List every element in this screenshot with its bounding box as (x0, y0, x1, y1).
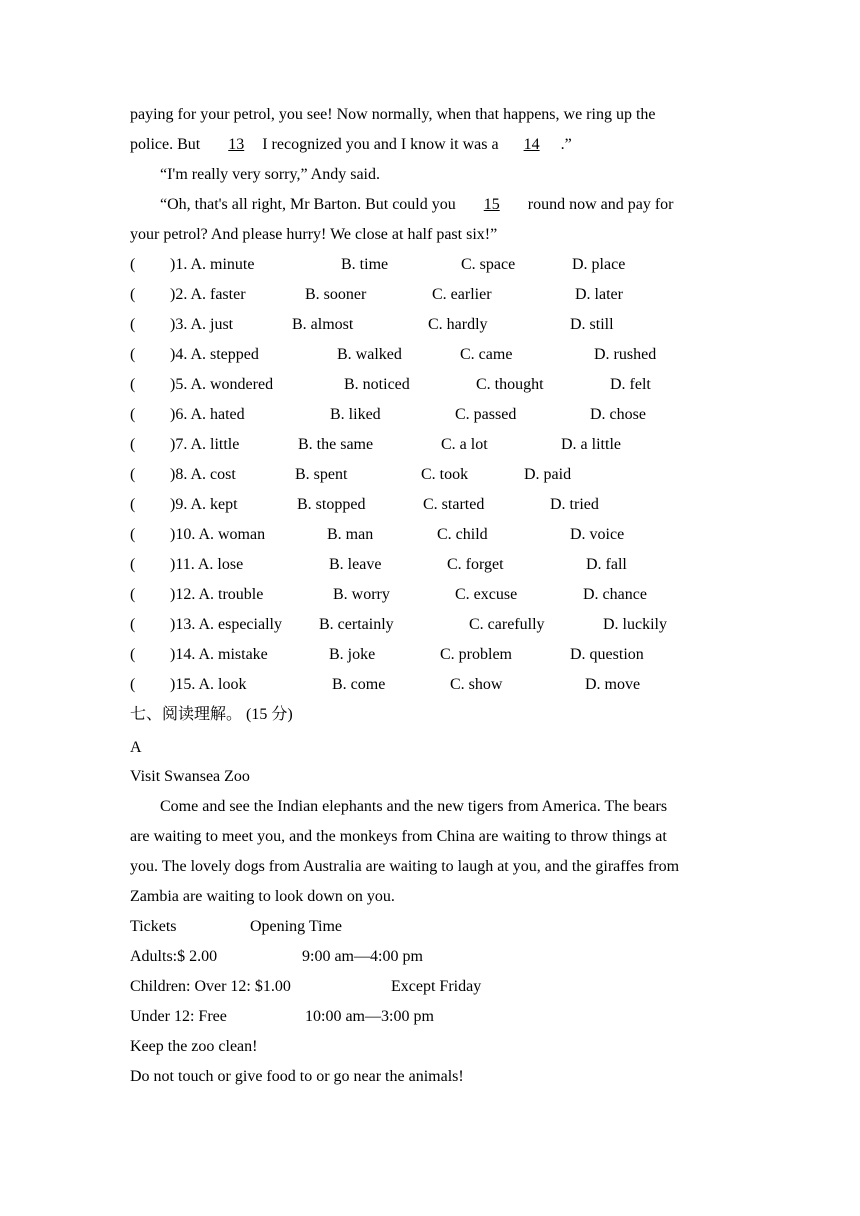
option-b: B. leave (329, 556, 382, 573)
option-a: )7. A. little (170, 436, 240, 453)
option-a: )9. A. kept (170, 496, 238, 513)
answer-paren: ( (130, 526, 136, 543)
section-heading: 七、阅读理解。 (15 分) (130, 706, 293, 723)
option-a: )5. A. wondered (170, 376, 274, 393)
option-c: C. space (461, 256, 516, 273)
option-b: B. almost (292, 316, 354, 333)
answer-paren: ( (130, 376, 136, 393)
part-label: A (130, 739, 142, 756)
blank-13: 13 (228, 136, 245, 153)
passage-line: you. The lovely dogs from Australia are waiting to laugh at you, and the giraffes from (130, 858, 680, 875)
option-d: D. chance (583, 586, 647, 603)
option-a: )1. A. minute (170, 256, 255, 273)
answer-paren: ( (130, 286, 136, 303)
option-d: D. chose (590, 406, 646, 423)
option-d: D. place (572, 256, 626, 273)
option-d: D. voice (570, 526, 625, 543)
option-b: B. spent (295, 466, 348, 483)
option-c: C. came (460, 346, 513, 363)
option-b: B. time (341, 256, 389, 273)
answer-paren: ( (130, 616, 136, 633)
option-a: )15. A. look (170, 676, 247, 693)
option-d: D. paid (524, 466, 572, 483)
question-row (130, 255, 770, 275)
option-d: D. luckily (603, 616, 667, 633)
opening-time-1: 9:00 am—4:00 pm (302, 948, 423, 965)
question-row (130, 525, 770, 545)
option-c: C. forget (447, 556, 504, 573)
question-row (130, 435, 770, 455)
answer-paren: ( (130, 436, 136, 453)
option-c: C. child (437, 526, 488, 543)
passage-text: .” (560, 136, 572, 153)
option-b: B. joke (329, 646, 376, 663)
opening-time-2: 10:00 am—3:00 pm (305, 1008, 434, 1025)
option-a: )8. A. cost (170, 466, 236, 483)
passage-line: paying for your petrol, you see! Now normally, when that happens, we ring up the (130, 106, 656, 123)
passage-text: “Oh, that's all right, Mr Barton. But could you (160, 196, 456, 213)
option-c: C. earlier (432, 286, 492, 303)
option-a: )3. A. just (170, 316, 234, 333)
answer-paren: ( (130, 556, 136, 573)
children-price: Children: Over 12: $1.00 (130, 978, 291, 995)
option-c: C. show (450, 676, 503, 693)
option-b: B. come (332, 676, 386, 693)
under-12-price: Under 12: Free (130, 1008, 227, 1025)
passage-line: Zambia are waiting to look down on you. (130, 888, 395, 905)
option-b: B. the same (298, 436, 374, 453)
option-a: )6. A. hated (170, 406, 245, 423)
passage-line (160, 195, 673, 215)
passage-line: “I'm really very sorry,” Andy said. (160, 166, 380, 183)
option-a: )2. A. faster (170, 286, 246, 303)
tickets-label: Tickets (130, 918, 177, 935)
option-b: B. certainly (319, 616, 394, 633)
option-b: B. walked (337, 346, 402, 363)
option-c: C. hardly (428, 316, 488, 333)
option-b: B. man (327, 526, 374, 543)
except-note: Except Friday (391, 978, 482, 995)
option-d: D. move (585, 676, 641, 693)
question-row (130, 315, 770, 335)
passage-line (130, 135, 572, 155)
answer-paren: ( (130, 646, 136, 663)
option-c: C. problem (440, 646, 512, 663)
option-c: C. thought (476, 376, 544, 393)
blank-14: 14 (523, 136, 540, 153)
adult-price: Adults:$ 2.00 (130, 948, 218, 965)
option-a: )10. A. woman (170, 526, 266, 543)
zoo-rule: Keep the zoo clean! (130, 1038, 258, 1055)
answer-paren: ( (130, 496, 136, 513)
passage-text: I recognized you and I know it was a (262, 136, 499, 153)
option-c: C. a lot (441, 436, 488, 453)
answer-paren: ( (130, 466, 136, 483)
question-row (130, 405, 770, 425)
option-b: B. sooner (305, 286, 367, 303)
opening-time-label: Opening Time (250, 918, 343, 935)
passage-text: police. But (130, 136, 201, 153)
question-row (130, 555, 770, 575)
option-d: D. tried (550, 496, 599, 513)
option-b: B. noticed (344, 376, 410, 393)
passage-line: your petrol? And please hurry! We close at half past six!” (130, 226, 498, 243)
option-d: D. fall (586, 556, 627, 573)
option-d: D. later (575, 286, 623, 303)
option-b: B. stopped (297, 496, 366, 513)
option-d: D. a little (561, 436, 621, 453)
question-row (130, 585, 770, 605)
option-c: C. started (423, 496, 485, 513)
option-d: D. still (570, 316, 614, 333)
option-a: )13. A. especially (170, 616, 282, 633)
option-b: B. liked (330, 406, 381, 423)
answer-paren: ( (130, 586, 136, 603)
option-d: D. rushed (594, 346, 657, 363)
passage-line: Come and see the Indian elephants and the new tigers from America. The bears (160, 798, 668, 815)
option-c: C. carefully (469, 616, 545, 633)
answer-paren: ( (130, 256, 136, 273)
question-row (130, 345, 770, 365)
question-row (130, 285, 770, 305)
option-a: )4. A. stepped (170, 346, 259, 363)
option-c: C. passed (455, 406, 517, 423)
option-d: D. felt (610, 376, 651, 393)
blank-15: 15 (483, 196, 500, 213)
answer-paren: ( (130, 346, 136, 363)
question-row (130, 645, 770, 665)
question-row (130, 375, 770, 395)
passage-title: Visit Swansea Zoo (130, 768, 250, 785)
passage-line: are waiting to meet you, and the monkeys from China are waiting to throw things at (130, 828, 667, 845)
zoo-rule: Do not touch or give food to or go near the animals! (130, 1068, 464, 1085)
answer-paren: ( (130, 316, 136, 333)
question-row (130, 495, 770, 515)
option-a: )12. A. trouble (170, 586, 264, 603)
option-c: C. excuse (455, 586, 518, 603)
passage-text: round now and pay for (527, 196, 674, 213)
question-row (130, 675, 770, 695)
option-b: B. worry (333, 586, 390, 603)
question-row (130, 615, 770, 635)
answer-paren: ( (130, 676, 136, 693)
option-d: D. question (570, 646, 644, 663)
question-row (130, 465, 770, 485)
answer-paren: ( (130, 406, 136, 423)
option-a: )14. A. mistake (170, 646, 268, 663)
option-c: C. took (421, 466, 469, 483)
option-a: )11. A. lose (170, 556, 244, 573)
